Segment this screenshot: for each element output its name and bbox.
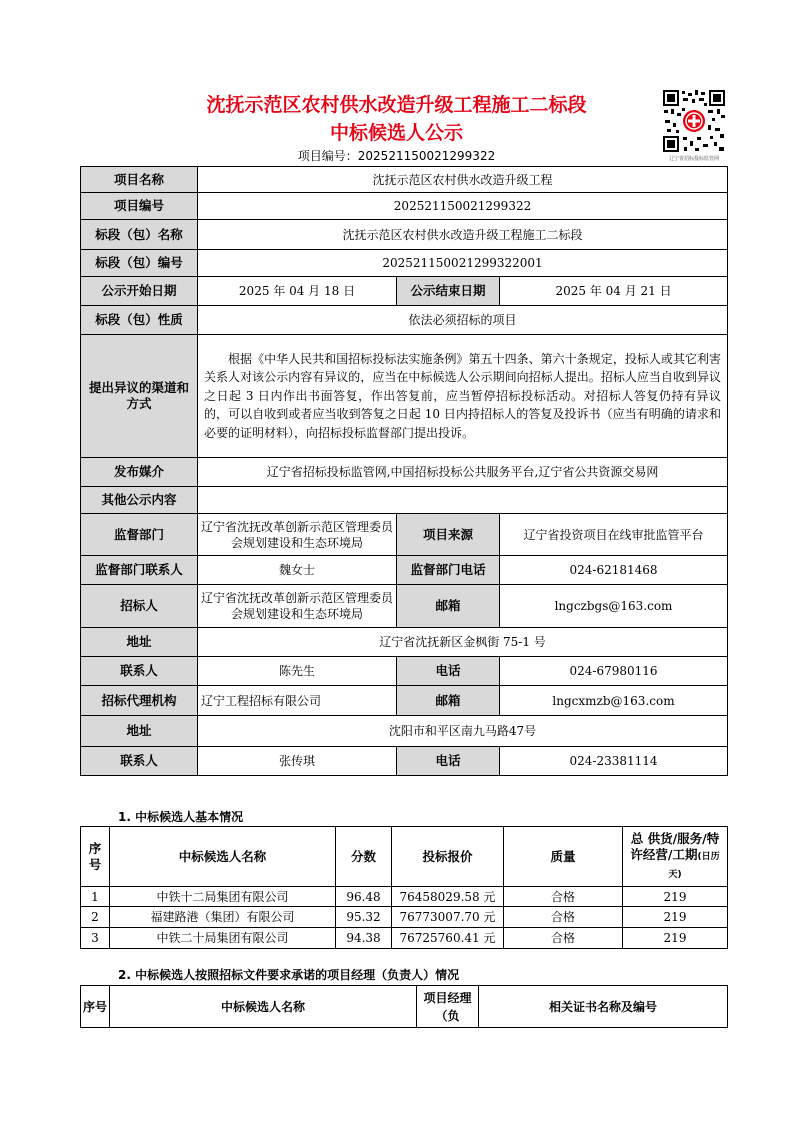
row-price: 76725760.41 元	[392, 928, 504, 949]
project-no-value: 202521150021299322	[198, 193, 728, 220]
col-header-name: 中标候选人名称	[110, 827, 336, 887]
row-name: 中铁二十局集团有限公司	[110, 928, 336, 949]
tenderer-phone-value: 024-67980116	[500, 657, 728, 686]
source-value: 辽宁省投资项目在线审批监管平台	[500, 514, 728, 556]
tenderer-email-label: 邮箱	[397, 585, 500, 628]
tenderer-label: 招标人	[81, 585, 198, 628]
qr-caption: 辽宁省招标投标监管网	[668, 156, 719, 162]
objection-text-cell	[198, 335, 728, 458]
row-no: 2	[81, 907, 110, 928]
row-price: 76773007.70 元	[392, 907, 504, 928]
section-nature-label: 标段（包）性质	[81, 306, 198, 335]
document-subtitle: 中标候选人公示	[329, 122, 463, 144]
col-header-period	[623, 827, 728, 887]
supervisor-value: 辽宁省沈抚改革创新示范区管理委员会规划建设和生态环境局	[198, 514, 397, 556]
pm-col-header-manager: 项目经理（负	[417, 986, 479, 1028]
row-quality: 合格	[504, 907, 623, 928]
col-header-quality: 质量	[504, 827, 623, 887]
notice-info-table	[80, 166, 728, 776]
period-header-unit: (日历天)	[668, 851, 720, 880]
project-number-line: 项目编号：202521150021299322	[297, 149, 496, 163]
agency-phone-label: 电话	[397, 747, 500, 776]
start-date-label: 公示开始日期	[81, 277, 198, 306]
section-no-value: 202521150021299322001	[198, 250, 728, 277]
objection-text: 根据《中华人民共和国招标投标法实施条例》第五十四条、第六十条规定，投标人或其它利害关系人对该公示内容有异议的，应当在中标候选人公示期间向招标人提出。招标人应当自收到异议之日起 3 日内作出书面答复，作出答复前，应当暂停招标投标活动。对招标人答复仍持有异议的，可以自收到或者应当收到答复之日起 10 日内持招标人的答复及投诉书（应当有明确的请求和必要的证明材料），向招标投标监督部门提出投诉。	[204, 351, 722, 440]
table-row	[81, 887, 728, 907]
row-no: 3	[81, 928, 110, 949]
col-header-price: 投标报价	[392, 827, 504, 887]
tenderer-contact-label: 联系人	[81, 657, 198, 686]
table-row	[81, 928, 728, 949]
tenderer-value: 辽宁省沈抚改革创新示范区管理委员会规划建设和生态环境局	[198, 585, 397, 628]
row-quality: 合格	[504, 887, 623, 907]
agency-phone-value: 024-23381114	[500, 747, 728, 776]
document-title: 沈抚示范区农村供水改造升级工程施工二标段	[206, 94, 587, 116]
end-date-value: 2025 年 04 月 21 日	[500, 277, 728, 306]
supervisor-contact-value: 魏女士	[198, 556, 397, 585]
project-name-value: 沈抚示范区农村供水改造升级工程	[198, 167, 728, 193]
objection-label: 提出异议的渠道和方式	[81, 335, 198, 458]
agency-address-label: 地址	[81, 716, 198, 747]
supervisor-phone-value: 024-62181468	[500, 556, 728, 585]
agency-label: 招标代理机构	[81, 686, 198, 716]
pm-col-header-cert: 相关证书名称及编号	[479, 986, 728, 1028]
candidates-table	[80, 826, 728, 949]
project-manager-table	[80, 985, 728, 1028]
row-score: 94.38	[336, 928, 392, 949]
section-name-value: 沈抚示范区农村供水改造升级工程施工二标段	[198, 220, 728, 250]
period-header-main: 总 供货/服务/特许经营/工期	[630, 830, 720, 862]
agency-contact-label: 联系人	[81, 747, 198, 776]
col-header-no: 序号	[81, 827, 110, 887]
section-no-label: 标段（包）编号	[81, 250, 198, 277]
supervisor-contact-label: 监督部门联系人	[81, 556, 198, 585]
start-date-value: 2025 年 04 月 18 日	[198, 277, 397, 306]
source-label: 项目来源	[397, 514, 500, 556]
agency-value: 辽宁工程招标有限公司	[198, 686, 397, 716]
qr-code-icon	[662, 89, 726, 153]
supervisor-label: 监督部门	[81, 514, 198, 556]
tenderer-email-value: lngczbgs@163.com	[500, 585, 728, 628]
pm-col-header-no: 序号	[81, 986, 110, 1028]
tenderer-address-label: 地址	[81, 628, 198, 657]
tenderer-contact-value: 陈先生	[198, 657, 397, 686]
row-period: 219	[623, 887, 728, 907]
table-row	[81, 907, 728, 928]
project-name-label: 项目名称	[81, 167, 198, 193]
project-no-label: 项目编号	[81, 193, 198, 220]
agency-contact-value: 张传琪	[198, 747, 397, 776]
other-value	[198, 487, 728, 514]
section-name-label: 标段（包）名称	[81, 220, 198, 250]
col-header-score: 分数	[336, 827, 392, 887]
media-label: 发布媒介	[81, 458, 198, 487]
row-name: 中铁十二局集团有限公司	[110, 887, 336, 907]
agency-email-value: lngcxmzb@163.com	[500, 686, 728, 716]
row-score: 95.32	[336, 907, 392, 928]
row-price: 76458029.58 元	[392, 887, 504, 907]
tenderer-phone-label: 电话	[397, 657, 500, 686]
row-score: 96.48	[336, 887, 392, 907]
row-period: 219	[623, 907, 728, 928]
supervisor-phone-label: 监督部门电话	[397, 556, 500, 585]
agency-address-value: 沈阳市和平区南九马路47号	[198, 716, 728, 747]
media-value: 辽宁省招标投标监管网,中国招标投标公共服务平台,辽宁省公共资源交易网	[198, 458, 728, 487]
tenderer-address-value: 辽宁省沈抚新区金枫街 75-1 号	[198, 628, 728, 657]
section1-heading: 1. 中标候选人基本情况	[118, 810, 244, 824]
end-date-label: 公示结束日期	[397, 277, 500, 306]
row-quality: 合格	[504, 928, 623, 949]
row-period: 219	[623, 928, 728, 949]
other-label: 其他公示内容	[81, 487, 198, 514]
pm-col-header-name: 中标候选人名称	[110, 986, 417, 1028]
row-no: 1	[81, 887, 110, 907]
row-name: 福建路港（集团）有限公司	[110, 907, 336, 928]
agency-email-label: 邮箱	[397, 686, 500, 716]
section2-heading: 2. 中标候选人按照招标文件要求承诺的项目经理（负责人）情况	[118, 968, 460, 982]
section-nature-value: 依法必须招标的项目	[198, 306, 728, 335]
